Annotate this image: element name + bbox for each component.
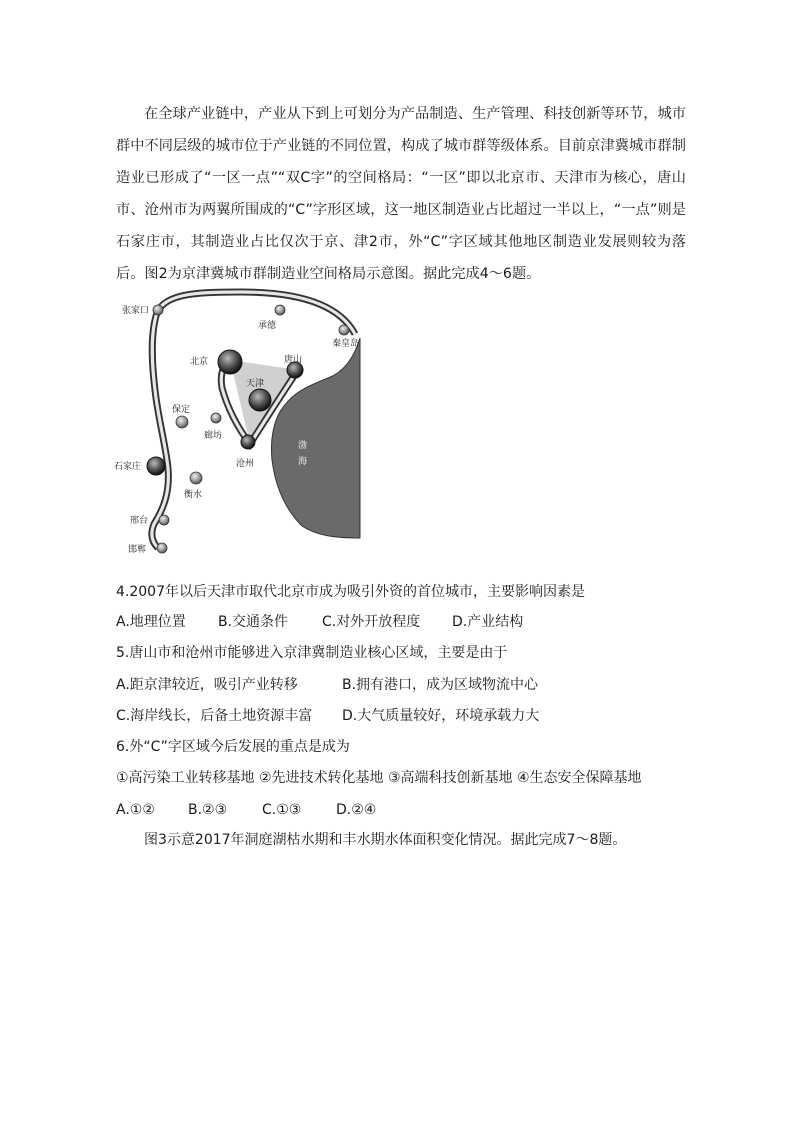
hengshui-node [190, 472, 202, 484]
tianjin-node [249, 389, 271, 411]
label-tangshan: 唐山 [284, 355, 303, 365]
label-tianjin: 天津 [246, 379, 265, 389]
label-zhangjiakou: 张家口 [122, 306, 150, 316]
chengde-node [275, 305, 285, 315]
q6-option-a[interactable]: A.①② [116, 802, 155, 818]
intro-paragraph: 在全球产业链中，产业从下到上可划分为产品制造、生产管理、科技创新等环节，城市群中不同层级的城市位于产业链的不同位置，构成了城市群等级体系。目前京津冀城市群制造业已形成了“一区一点”“双C字”的空间格局：“一区”即以北京市、天津市为核心，唐山市、沧州市为两翼所围成的“C”字形区域，这一地区制造业占比超过一半以上，“一点”则是石家庄市，其制造业占比仅次于京、津2市，外“C”字区域其他地区制造业发展则较为落后。图2为京津冀城市群制造业空间格局示意图。据此完成4～6题。 [116, 106, 686, 282]
q4-option-b[interactable]: B.交通条件 [218, 614, 289, 630]
cangzhou-node [241, 435, 255, 449]
q6-option-d[interactable]: D.②④ [336, 802, 377, 818]
q4-stem: 4.2007年以后天津市取代北京市成为吸引外资的首位城市，主要影响因素是 [116, 584, 585, 600]
q6-option-b[interactable]: B.②③ [188, 802, 228, 818]
label-baoding: 保定 [172, 405, 191, 415]
beijing-node [218, 350, 242, 374]
shijiazhuang-node [147, 457, 165, 475]
label-cangzhou: 沧州 [236, 459, 255, 469]
qinhuangdao-node [339, 325, 349, 335]
langfang-node [211, 413, 221, 423]
label-bohai-2: 海 [298, 457, 308, 467]
label-handan: 邯郸 [128, 545, 147, 555]
q5-options-row2 [116, 706, 539, 726]
q4-option-d[interactable]: D.产业结构 [452, 614, 524, 630]
q4-options [116, 612, 523, 632]
handan-node [157, 543, 167, 553]
label-langfang: 廊坊 [204, 431, 223, 441]
label-chengde: 承德 [258, 321, 277, 331]
q5-options-row1 [116, 675, 538, 695]
zhangjiakou-node [153, 305, 163, 315]
manufacturing-layout-map [112, 288, 378, 556]
label-qinhuangdao: 秦皇岛 [332, 339, 360, 349]
q6-statements: ①高污染工业转移基地 ②先进技术转化基地 ③高端科技创新基地 ④生态安全保障基地 [116, 770, 642, 786]
label-shijiazhuang: 石家庄 [114, 462, 142, 472]
bohai-sea [272, 338, 361, 538]
q4-option-a[interactable]: A.地理位置 [116, 614, 186, 630]
q5-option-c[interactable]: C.海岸线长，后备土地资源丰富 [116, 708, 313, 724]
q6-stem: 6.外“C”字区域今后发展的重点是成为 [116, 739, 350, 755]
q5-option-b[interactable]: B.拥有港口，成为区域物流中心 [342, 677, 539, 693]
q6-option-c[interactable]: C.①③ [262, 802, 302, 818]
closing-paragraph: 图3示意2017年洞庭湖枯水期和丰水期水体面积变化情况。据此完成7～8题。 [144, 832, 627, 848]
label-bohai-1: 渤 [298, 441, 308, 451]
q5-stem: 5.唐山市和沧州市能够进入京津冀制造业核心区域，主要是由于 [116, 645, 508, 661]
xingtai-node [159, 515, 169, 525]
q5-option-a[interactable]: A.距京津较近，吸引产业转移 [116, 677, 298, 693]
q4-option-c[interactable]: C.对外开放程度 [322, 614, 421, 630]
q6-options [116, 800, 376, 820]
q5-option-d[interactable]: D.大气质量较好，环境承载力大 [342, 708, 540, 724]
label-beijing: 北京 [190, 357, 209, 367]
label-hengshui: 衡水 [184, 490, 203, 500]
baoding-node [176, 416, 188, 428]
label-xingtai: 邢台 [130, 516, 149, 526]
